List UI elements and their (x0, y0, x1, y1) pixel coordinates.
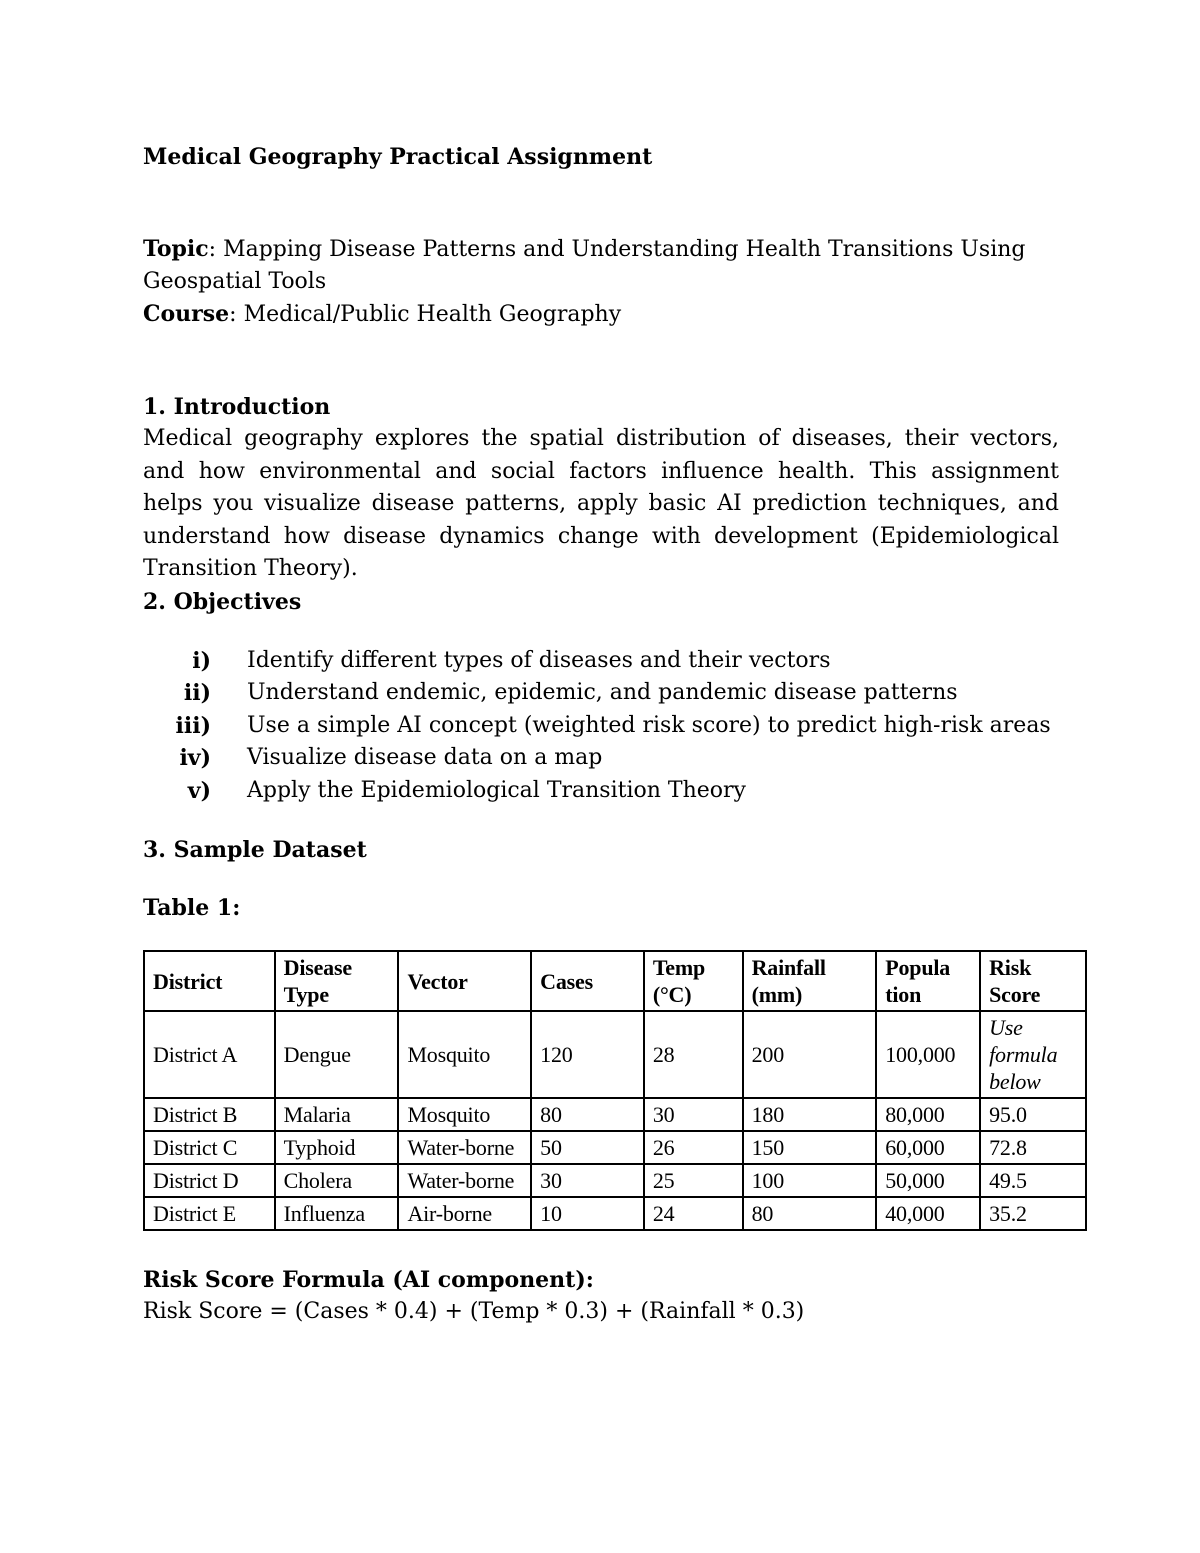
table-cell: 200 (743, 1011, 877, 1098)
objective-number: i) (192, 647, 211, 674)
document-title: Medical Geography Practical Assignment (143, 144, 653, 170)
table-cell: 35.2 (980, 1197, 1086, 1230)
table-cell: Malaria (275, 1098, 399, 1131)
table-cell: District E (144, 1197, 275, 1230)
table-header-row (144, 951, 1086, 1011)
table-cell: 25 (644, 1164, 743, 1197)
objective-text: Apply the Epidemiological Transition Theory (247, 777, 746, 803)
formula-section (143, 1264, 1059, 1328)
objective-item (143, 775, 1059, 808)
table-cell: 95.0 (980, 1098, 1086, 1131)
table-caption: Table 1: (143, 895, 241, 921)
introduction-heading: 1. Introduction (143, 394, 331, 420)
course-line: Course: Medical/Public Health Geography (143, 301, 622, 327)
column-header: Popula tion (876, 951, 980, 1011)
column-header: Temp (°C) (644, 951, 743, 1011)
table-cell: 30 (644, 1098, 743, 1131)
table-header (144, 951, 1086, 1011)
topic-label: Topic (143, 236, 209, 262)
table-cell: Water-borne (398, 1131, 531, 1164)
table-cell: Cholera (275, 1164, 399, 1197)
objective-number: v) (187, 777, 211, 804)
objective-text: Understand endemic, epidemic, and pandemic disease patterns (247, 680, 958, 705)
topic-line: Topic: Mapping Disease Patterns and Understanding Health Transitions Using Geospatial Tools (143, 236, 1026, 294)
table-cell: 60,000 (876, 1131, 980, 1164)
table-cell: 80 (743, 1197, 877, 1230)
table-cell: 80 (531, 1098, 644, 1131)
course-value: Medical/Public Health Geography (243, 302, 622, 327)
introduction-text: Medical geography explores the spatial distribution of diseases, their vectors, and how environmental and social factors influence health. This assignment helps you visualize disease patterns, apply basic AI prediction techniques, and understand how disease dynamics change with development (Epidemiological Transition Theory). (143, 426, 1059, 581)
objective-item (143, 677, 1059, 710)
objective-text: Use a simple AI concept (weighted risk score) to predict high-risk areas (247, 712, 1051, 738)
table-row (144, 1011, 1086, 1098)
table-cell: Air-borne (398, 1197, 531, 1230)
table-cell: 72.8 (980, 1131, 1086, 1164)
table-cell: Mosquito (398, 1011, 531, 1098)
objective-text: Visualize disease data on a map (247, 745, 603, 770)
topic-value: Mapping Disease Patterns and Understanding Health Transitions Using Geospatial Tools (143, 237, 1026, 294)
table-cell: 120 (531, 1011, 644, 1098)
column-header: Vector (398, 951, 531, 1011)
table-cell: 24 (644, 1197, 743, 1230)
objective-number: ii) (183, 680, 211, 706)
table-cell: Mosquito (398, 1098, 531, 1131)
formula-heading: Risk Score Formula (AI component): (143, 1267, 594, 1293)
table-cell: 49.5 (980, 1164, 1086, 1197)
introduction-section (143, 391, 1059, 618)
column-header: Rainfall (mm) (743, 951, 877, 1011)
table-row (144, 1131, 1086, 1164)
document-meta (143, 233, 1059, 331)
table-cell: Use formula below (980, 1011, 1086, 1098)
table-cell: 26 (644, 1131, 743, 1164)
table-cell: District D (144, 1164, 275, 1197)
dataset-table (143, 950, 1087, 1231)
table-cell: 28 (644, 1011, 743, 1098)
formula-text: Risk Score = (Cases * 0.4) + (Temp * 0.3) + (Rainfall * 0.3) (143, 1299, 805, 1324)
table-cell: 50 (531, 1131, 644, 1164)
objective-item (143, 742, 1059, 775)
table-cell: 80,000 (876, 1098, 980, 1131)
objective-item (143, 645, 1059, 678)
objectives-heading: 2. Objectives (143, 588, 302, 615)
column-header: Risk Score (980, 951, 1086, 1011)
column-header: District (144, 951, 275, 1011)
table-row (144, 1098, 1086, 1131)
table-cell: 150 (743, 1131, 877, 1164)
document-page (143, 140, 1059, 1328)
table-cell: 100,000 (876, 1011, 980, 1098)
table-cell: 50,000 (876, 1164, 980, 1197)
table-cell: 10 (531, 1197, 644, 1230)
course-label: Course (143, 301, 230, 327)
column-header: Disease Type (275, 951, 399, 1011)
table-row (144, 1197, 1086, 1230)
table-cell: Typhoid (275, 1131, 399, 1164)
dataset-heading: 3. Sample Dataset (143, 837, 367, 863)
table-cell: District C (144, 1131, 275, 1164)
table-body (144, 1011, 1086, 1230)
table-cell: Water-borne (398, 1164, 531, 1197)
table-cell: Influenza (275, 1197, 399, 1230)
table-row (144, 1164, 1086, 1197)
table-cell: 100 (743, 1164, 877, 1197)
objective-text: Identify different types of diseases and their vectors (247, 647, 831, 673)
column-header: Cases (531, 951, 644, 1011)
table-cell: Dengue (275, 1011, 399, 1098)
objectives-list (143, 645, 1059, 808)
table-cell: 180 (743, 1098, 877, 1131)
table-cell: 40,000 (876, 1197, 980, 1230)
table-cell: 30 (531, 1164, 644, 1197)
objective-number: iii) (175, 712, 211, 739)
table-cell: District B (144, 1098, 275, 1131)
table-cell: District A (144, 1011, 275, 1098)
objective-item (143, 710, 1059, 743)
objective-number: iv) (179, 745, 211, 771)
